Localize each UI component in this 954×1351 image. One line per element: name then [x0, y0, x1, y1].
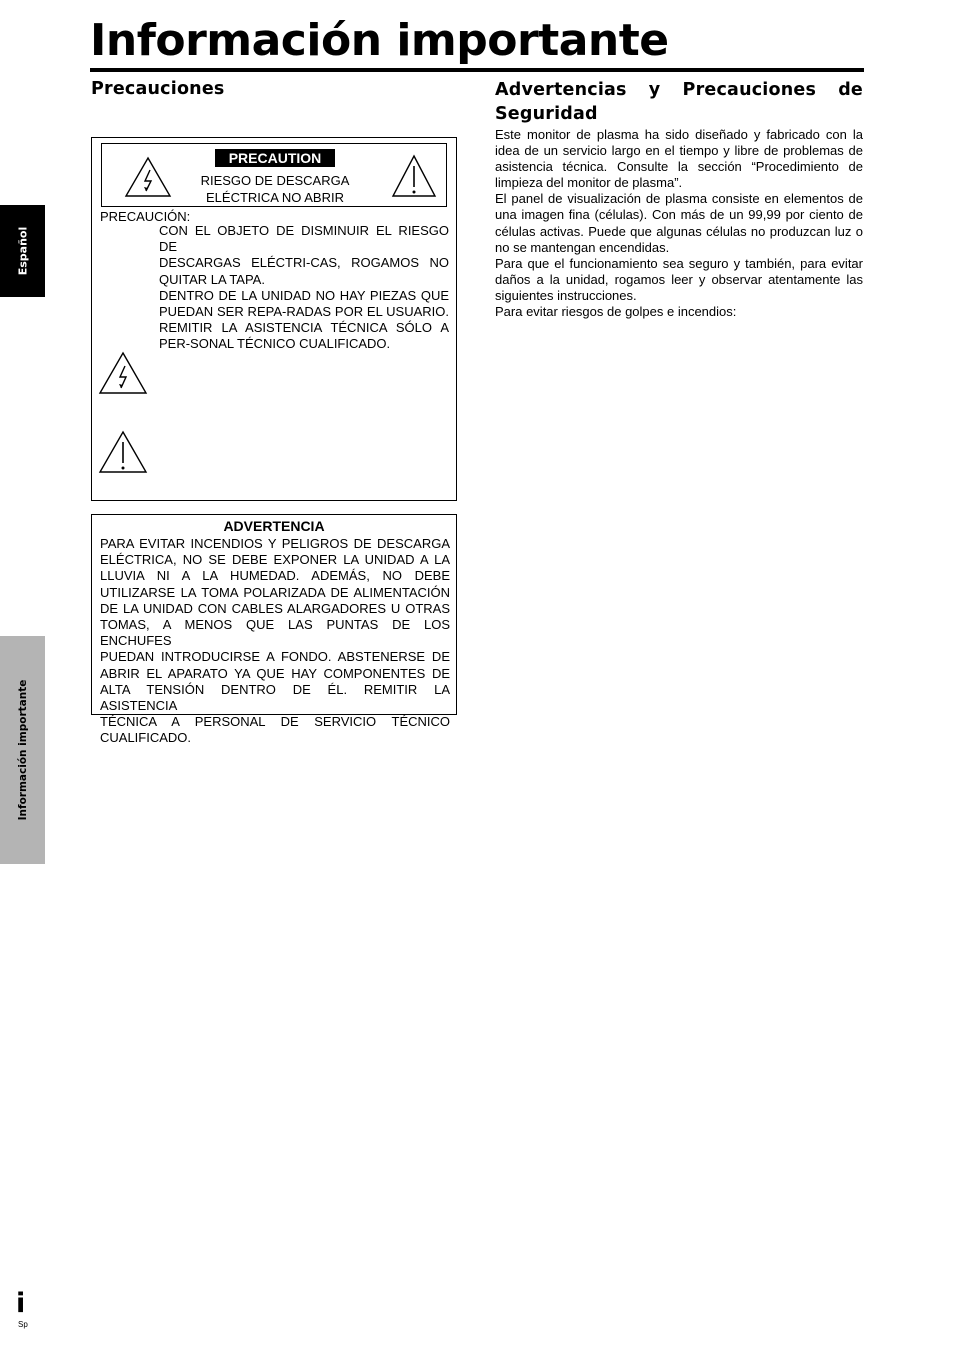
precauciones-heading: Precauciones — [91, 79, 225, 99]
side-tab-language — [0, 205, 45, 297]
caution-box — [91, 137, 457, 501]
lightning-triangle-icon — [124, 156, 172, 198]
lightning-triangle-icon — [98, 351, 148, 395]
side-tab-section-label: Información importante — [16, 679, 29, 821]
page-number: i — [16, 1288, 26, 1319]
side-tab-language-label: Español — [16, 226, 29, 276]
risk-text: RIESGO DE DESCARGA ELÉCTRICA NO ABRIR — [200, 173, 350, 205]
precaution-body: CON EL OBJETO DE DISMINUIR EL RIESGO DE DESCARGAS ELÉCTRI-CAS, ROGAMOS NO QUITAR LA TAPA. DENTRO DE LA UNIDAD NO HAY PIEZAS QUE PUEDAN SER REPA-RADAS POR EL USUARIO. REMITIR LA ASISTENCIA TÉCNICA SÓLO A PER-SONAL TÉCNICO CUALIFICADO. — [159, 223, 449, 352]
exclamation-triangle-icon — [98, 430, 148, 474]
exclamation-triangle-icon — [391, 154, 437, 198]
warning-heading: ADVERTENCIA — [223, 518, 325, 534]
precaution-label: PRECAUCIÓN: — [100, 209, 191, 224]
caution-label-panel — [101, 143, 447, 207]
advertencias-heading: Advertencias y Precauciones de Seguridad — [495, 80, 863, 124]
precaution-badge: PRECAUTION — [215, 149, 335, 167]
page-suffix: Sp — [18, 1320, 28, 1329]
warning-body: PARA EVITAR INCENDIOS Y PELIGROS DE DESCARGA ELÉCTRICA, NO SE DEBE EXPONER LA UNIDAD A LA LLUVIA NI A LA HUMEDAD. ADEMÁS, NO DEBE UTILIZARSE LA TOMA POLARIZADA DE ALIMENTACIÓN DE LA UNIDAD CON CABLES ALARGADORES U OTRAS TOMAS, A MENOS QUE LAS PUNTAS DE LOS ENCHUFES PUEDAN INTRODUCIRSE A FONDO. ABSTENERSE DE ABRIR EL APARATO YA QUE HAY COMPONENTES DE ALTA TENSIÓN DENTRO DE ÉL. REMITIR LA ASISTENCIA TÉCNICA A PERSONAL DE SERVICIO TÉCNICO CUALIFICADO. — [100, 536, 450, 746]
page-title: Información importante — [90, 15, 669, 66]
side-tab-section — [0, 636, 45, 864]
safety-text: Este monitor de plasma ha sido diseñado y fabricado con la idea de un servicio largo en el tiempo y libre de problemas de asistencia técnica. Consulte la sección “Procedimiento de limpieza del monitor de plasma”. El panel de visualización de plasma consiste en elementos de una imagen fina (células). Con más de un 99,99 por ciento de células activas. Puede que algunas células no produzcan luz o no se mantengan encendidas. Para que el funcionamiento sea seguro y también, para evitar daños a la unidad, rogamos leer y observar atentamente las siguientes instrucciones. Para evitar riesgos de golpes e incendios: — [495, 127, 863, 320]
title-rule — [90, 68, 864, 72]
warning-box — [91, 514, 457, 746]
